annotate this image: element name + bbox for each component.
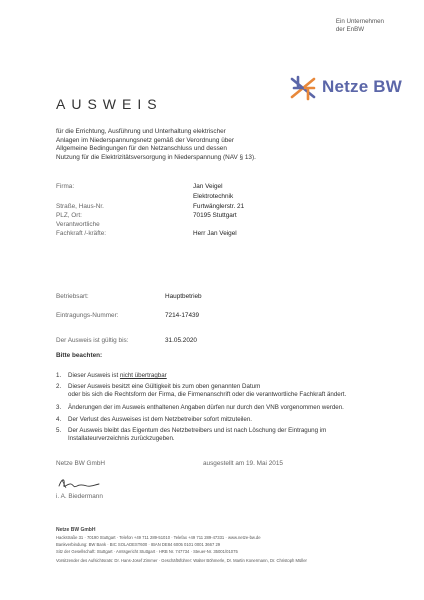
- footer-address: Hackstraße 31 · 70190 Stuttgart · Telefon +49 711 289-51010 · Telefax +49 711 289-47331 · www.netze-bw.de: [56, 535, 261, 540]
- note-1: [68, 372, 167, 380]
- strasse-value: Furtwänglerstr. 21: [193, 203, 245, 210]
- netze-bw-logo: [289, 74, 402, 104]
- netze-bw-logo-mark-icon: [289, 74, 319, 102]
- footer-bank: Bankverbindung: BW Bank · BIC SOLADEST600 · IBAN DE84 6005 0101 0001 3667 29: [56, 542, 221, 547]
- note-number: 5.: [56, 427, 62, 434]
- footer-registration: Sitz der Gesellschaft: Stuttgart · Amtsgericht Stuttgart · HRB Nr. 747734 · Steuer-Nr. 35001/01075: [56, 549, 238, 554]
- firma-value-line2: Elektrotechnik: [193, 193, 234, 200]
- gueltig-value: 31.05.2020: [165, 337, 197, 344]
- intro-line: Allgemeine Bedingungen für den Netzanschluss und dessen: [56, 145, 227, 153]
- signature-icon: [56, 474, 102, 492]
- betriebsart-label: Betriebsart:: [56, 293, 89, 300]
- fachkraft-label-line2: Fachkraft /-kräfte:: [56, 230, 107, 237]
- intro-line: Anlagen im Niederspannungsnetz gemäß der Verordnung über: [56, 136, 234, 144]
- note-4: Der Verlust des Ausweises ist dem Netzbetreiber sofort mitzuteilen.: [68, 416, 252, 423]
- issuer-company: Netze BW GmbH: [56, 460, 106, 467]
- eintragung-label: Eintragungs-Nummer:: [56, 312, 119, 319]
- note-number: 4.: [56, 416, 62, 423]
- note-1-emphasis: nicht übertragbar: [119, 372, 167, 379]
- gueltig-label: Der Ausweis ist gültig bis:: [56, 337, 129, 344]
- betriebsart-value: Hauptbetrieb: [165, 293, 202, 300]
- footer-management: Vorsitzender des Aufsichtsrats: Dr. Hans-Josef Zimmer · Geschäftsführer: Walter Böhmerle, Dr. Martin Konermann, Dr. Christoph Müller: [56, 558, 307, 563]
- firma-value: Jan Veigel: [193, 183, 223, 190]
- footer-company: Netze BW GmbH: [56, 527, 96, 533]
- issue-date: ausgestellt am 19. Mai 2015: [203, 460, 283, 467]
- document-title: AUSWEIS: [56, 96, 163, 112]
- notes-heading: Bitte beachten:: [56, 352, 103, 359]
- intro-line: für die Errichtung, Ausführung und Unterhaltung elektrischer: [56, 128, 226, 135]
- note-number: 2.: [56, 383, 62, 390]
- note-5: Der Ausweis bleibt das Eigentum des Netzbetreibers und ist nach Löschung der Eintragung im: [68, 427, 327, 434]
- signer-name: i. A. Biedermann: [56, 493, 103, 500]
- note-2: Dieser Ausweis besitzt eine Gültigkeit bis zum oben genannten Datum: [68, 383, 261, 390]
- corner-note-line2: der EnBW: [335, 26, 365, 33]
- note-3: Änderungen der im Ausweis enthaltenen Angaben dürfen nur durch den VNB vorgenommen werden.: [68, 404, 344, 411]
- corner-note: [336, 18, 384, 34]
- intro-text: [56, 128, 356, 162]
- intro-line: Nutzung für die Elektrizitätsversorgung in Niederspannung (NAV § 13).: [56, 153, 256, 161]
- note-number: 3.: [56, 404, 62, 411]
- logo-wordmark: Netze BW: [322, 77, 402, 96]
- eintragung-value: 7214-17439: [165, 312, 200, 319]
- note-1-text: Dieser Ausweis ist: [68, 372, 120, 379]
- plz-value: 70195 Stuttgart: [193, 212, 237, 219]
- strasse-label: Straße, Haus-Nr.: [56, 203, 104, 210]
- corner-note-line1: Ein Unternehmen: [335, 18, 384, 25]
- fachkraft-value: Herr Jan Veigel: [193, 230, 237, 237]
- note-number: 1.: [56, 372, 62, 379]
- plz-label: PLZ, Ort:: [56, 212, 82, 219]
- note-5-line2: Installateurverzeichnis zurückzugeben.: [68, 435, 175, 442]
- firma-label: Firma:: [56, 183, 75, 190]
- note-2-line2: oder bis sich die Rechtsform der Firma, die Firmenanschrift oder die verantwortliche Fachkraft ändert.: [68, 391, 347, 398]
- fachkraft-label: Verantwortliche: [56, 221, 100, 228]
